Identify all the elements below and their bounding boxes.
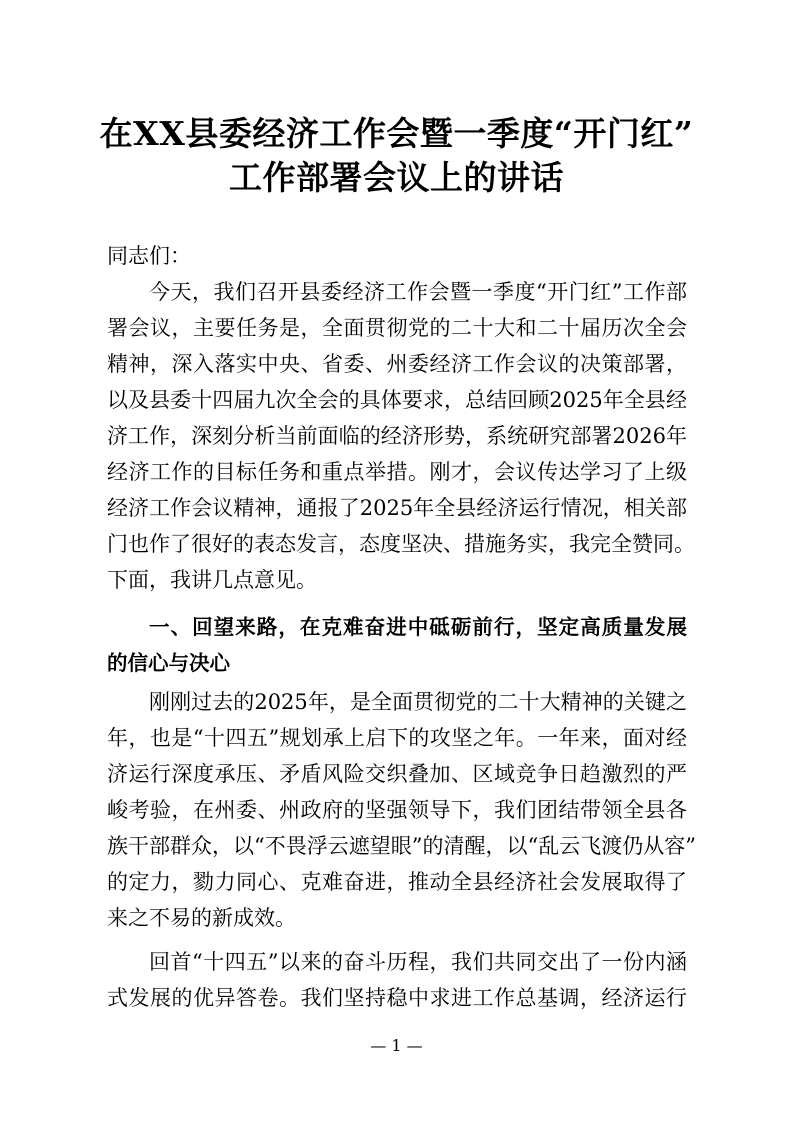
page-number: — 1 —	[370, 1036, 423, 1055]
document-title-line-2: 工作部署会议上的讲话	[229, 158, 564, 197]
body-line: 以及县委十四届九次全会的具体要求，总结回顾2025年全县经	[107, 388, 687, 412]
body-line: 的定力，勠力同心、克难奋进，推动全县经济社会发展取得了	[107, 870, 687, 894]
body-line: 精神，深入落实中央、省委、州委经济工作会议的决策部署，	[107, 352, 687, 376]
body-line: 峻考验，在州委、州政府的坚强领导下，我们团结带领全县各	[107, 798, 687, 822]
body-line: 经济工作的目标任务和重点举措。刚才，会议传达学习了上级	[107, 460, 687, 484]
body-line: 门也作了很好的表态发言，态度坚决、措施务实，我完全赞同。	[107, 532, 695, 556]
section-heading: 一、回望来路，在克难奋进中砥砺前行，坚定高质量发展	[149, 615, 687, 639]
body-line: 来之不易的新成效。	[107, 906, 296, 930]
document-title-line-1: 在XX县委经济工作会暨一季度“开门红”	[99, 114, 694, 153]
salutation: 同志们：	[107, 244, 191, 268]
body-line: 刚刚过去的2025年，是全面贯彻党的二十大精神的关键之	[149, 690, 687, 714]
body-line: 下面，我讲几点意见。	[107, 568, 317, 592]
section-heading: 的信心与决心	[107, 651, 230, 675]
body-line: 署会议，主要任务是，全面贯彻党的二十大和二十届历次全会	[107, 316, 687, 340]
body-line: 经济工作会议精神，通报了2025年全县经济运行情况，相关部	[107, 496, 687, 520]
body-line: 今天，我们召开县委经济工作会暨一季度“开门红”工作部	[149, 280, 687, 304]
body-line: 济工作，深刻分析当前面临的经济形势，系统研究部署2026年	[107, 424, 687, 448]
body-line: 族干部群众，以“不畏浮云遮望眼”的清醒，以“乱云飞渡仍从容”	[107, 834, 696, 858]
body-line: 回首“十四五”以来的奋斗历程，我们共同交出了一份内涵	[149, 950, 687, 974]
body-line: 式发展的优异答卷。我们坚持稳中求进工作总基调，经济运行	[107, 986, 687, 1010]
body-line: 年，也是“十四五”规划承上启下的攻坚之年。一年来，面对经	[107, 726, 687, 750]
body-line: 济运行深度承压、矛盾风险交织叠加、区域竞争日趋激烈的严	[107, 762, 687, 786]
